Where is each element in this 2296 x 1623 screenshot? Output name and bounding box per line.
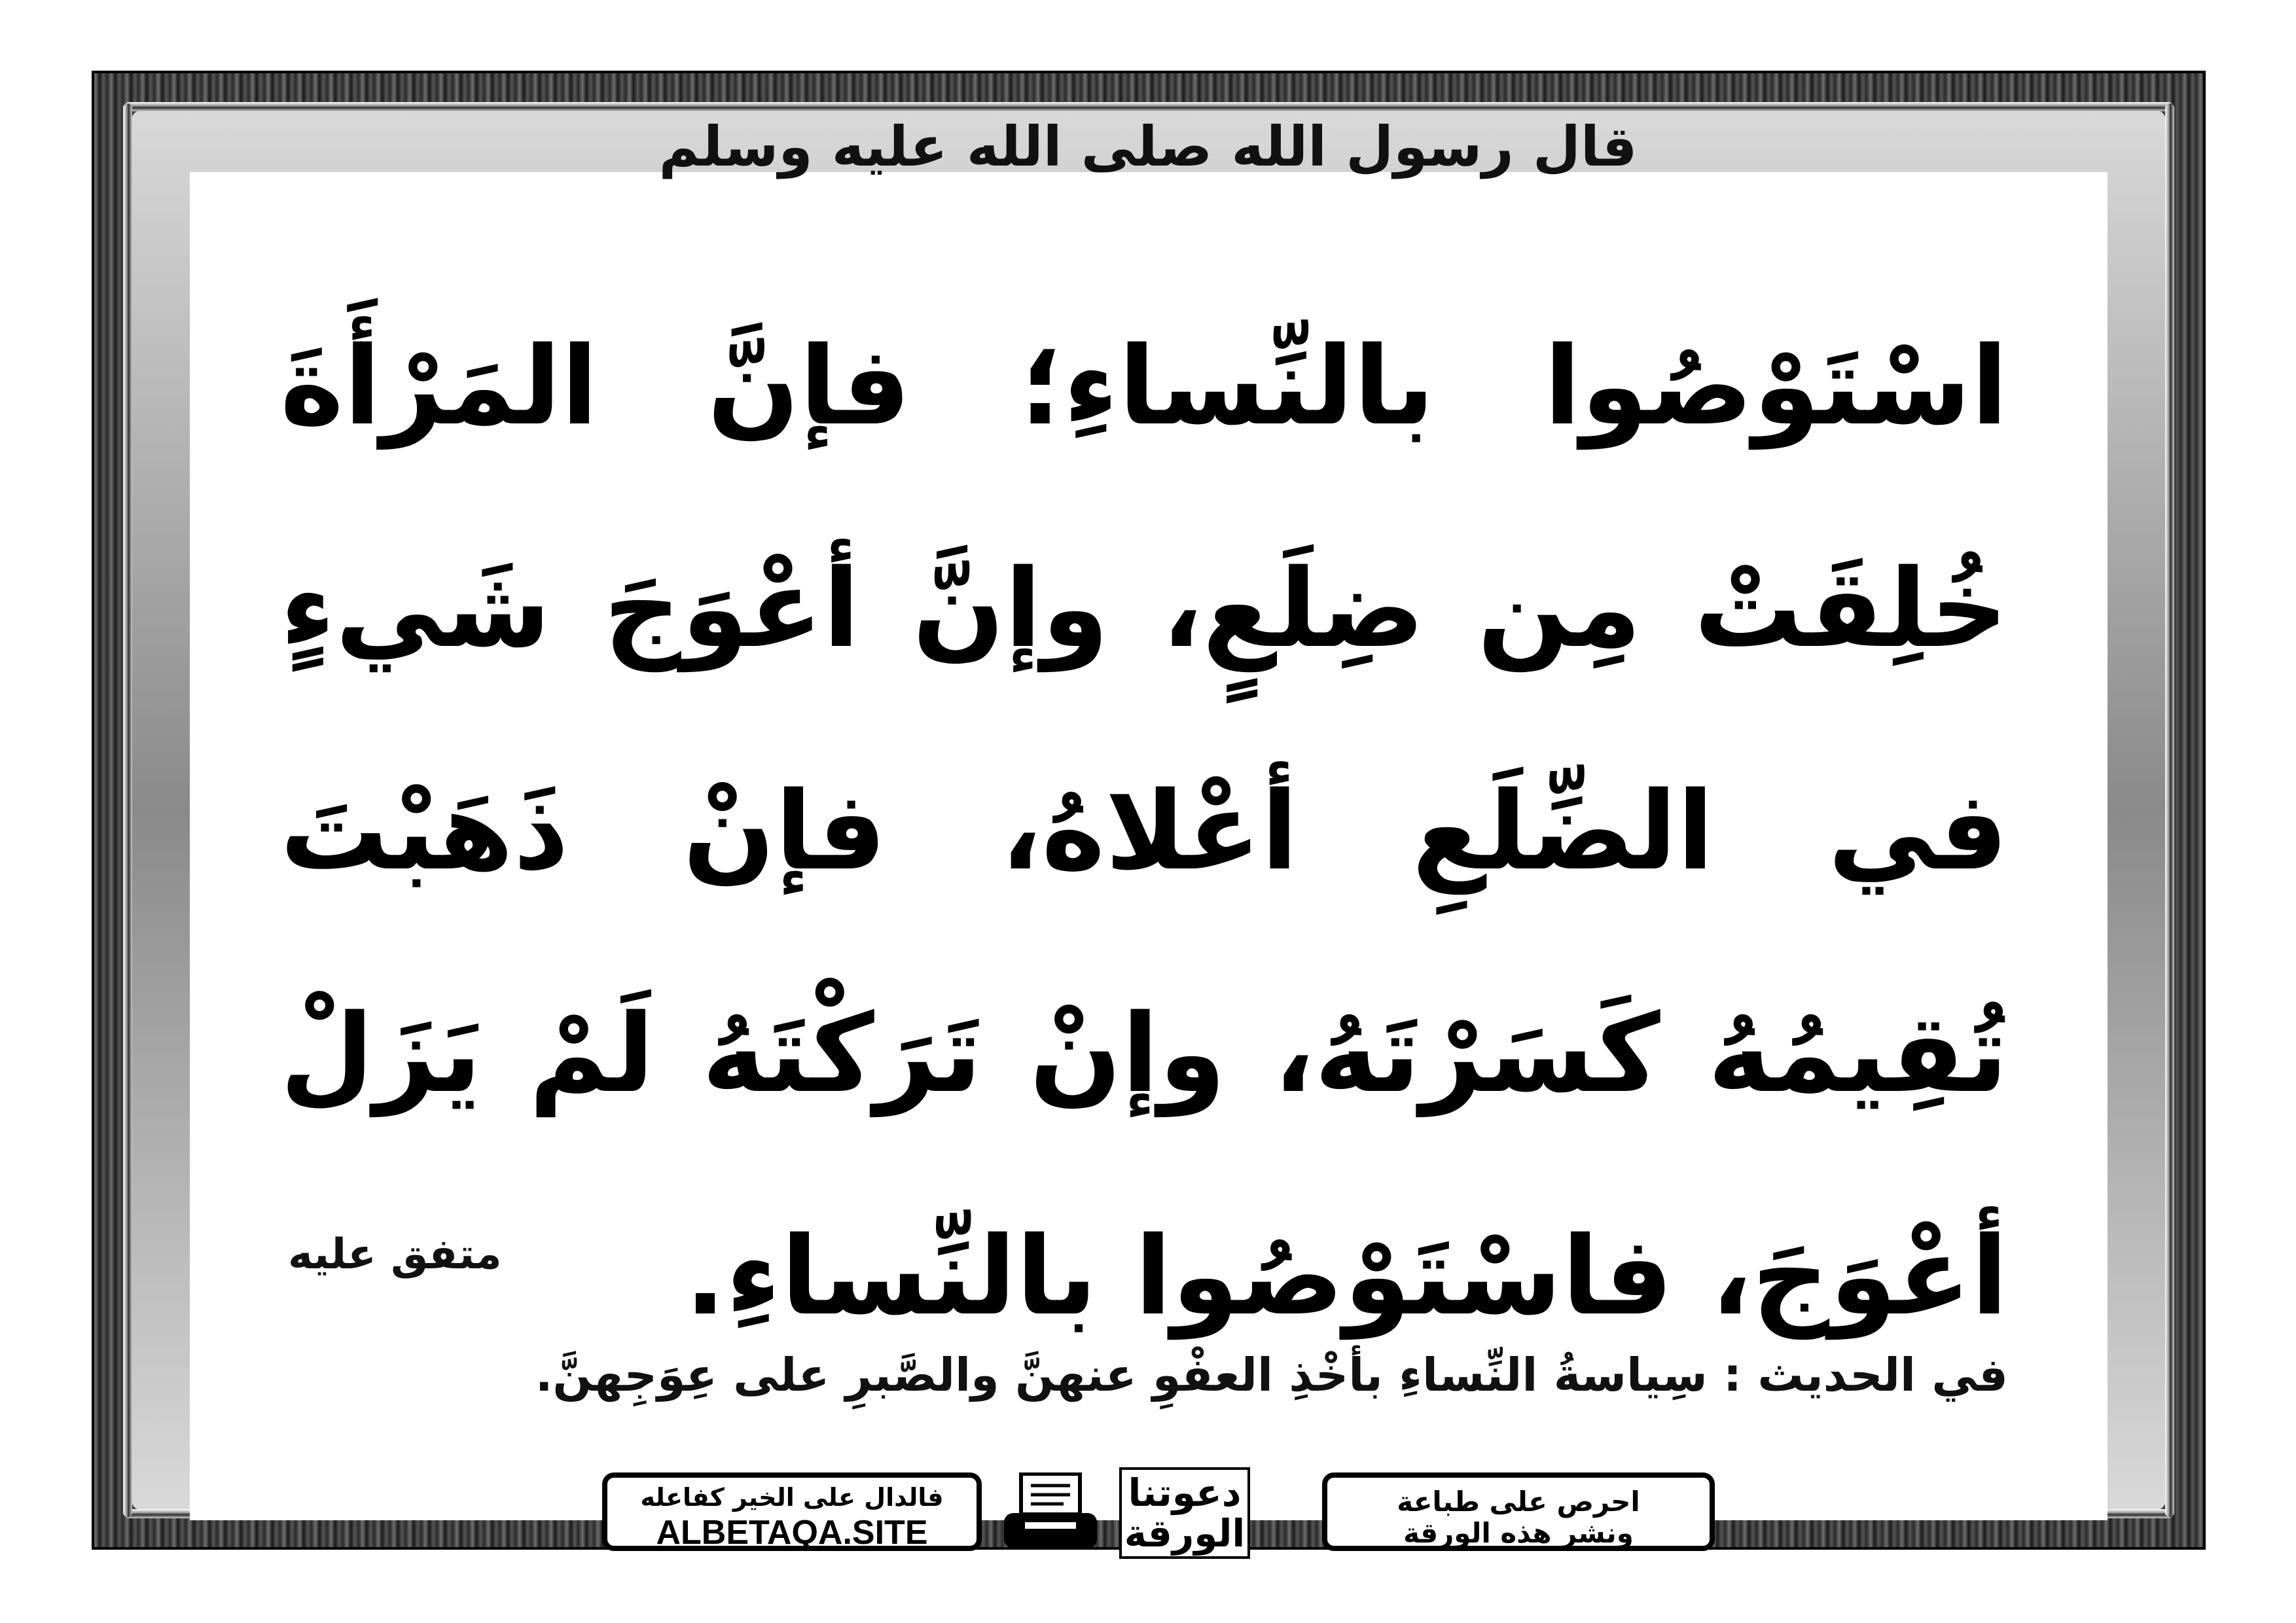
footer-left-box [602, 1472, 982, 1551]
lesson-line: في الحديث : سِياسةُ النِّساءِ بأخْذِ العفْوِ عنهنَّ والصَّبرِ على عِوَجِهنَّ. [535, 1348, 2008, 1402]
intro-line: قال رسول الله صلى الله عليه وسلم [658, 115, 1638, 179]
footer-right-box [1322, 1472, 1715, 1551]
frame-rail-right [2165, 103, 2174, 1517]
hadith-text: اسْتَوْصُوا بالنِّساءِ؛ فإنَّ المَرْأَةَ خُلِقَتْ مِن ضِلَعٍ، وإنَّ أعْوَجَ شَيءٍ في الضِّلَعِ أعْلاهُ، فإنْ ذَهَبْتَ تُقِيمُهُ كَسَرْتَهُ، وإنْ تَرَكْتَهُ لَمْ يَزَلْ أعْوَجَ، فاسْتَوْصُوا بالنِّساءِ. [280, 323, 2008, 1339]
footer [602, 1471, 1715, 1556]
logo [1119, 1467, 1250, 1559]
printer-icon-svg [1001, 1472, 1100, 1551]
footer-site: ALBETAQA.SITE [656, 1514, 928, 1552]
frame-rail-left [123, 103, 132, 1517]
footer-left-line1: فالدال على الخير كفاعله [640, 1483, 944, 1512]
logo-line1: دعوتنا [1128, 1471, 1242, 1515]
frame-rail-top [124, 102, 2173, 111]
footer-right-line1: احرص على طباعة [1397, 1486, 1640, 1518]
printer-icon [1001, 1472, 1100, 1551]
logo-line2: الورقة [1124, 1511, 1246, 1556]
source-note: متفق عليه [288, 1230, 502, 1279]
footer-right-line2: ونشر هذه الورقة [1403, 1517, 1634, 1549]
